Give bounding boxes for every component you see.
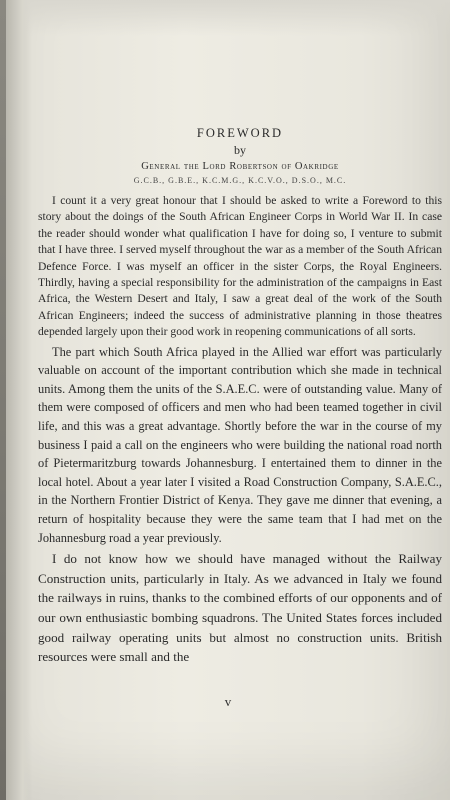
book-page bbox=[6, 0, 450, 800]
foreword-heading: FOREWORD bbox=[196, 126, 284, 140]
book-spine-shadow bbox=[6, 0, 30, 800]
author-name: General the Lord Robertson of Oakridge bbox=[141, 161, 339, 172]
page-number: v bbox=[224, 694, 232, 709]
page-top-shadow bbox=[6, 0, 450, 36]
paragraph-2: The part which South Africa played in the Allied war effort was particularly valuable on account of the important contribution which she made in technical units. Among them the units of the S.A.E.C. were of outstanding value. Many of them were composed of officers and men who had been teamed together in civil life, and this was a great advantage. Shortly before the war in the course of my business I paid a call on the engineers who were building the national road north of Pietermaritzburg towards Johannesburg. I entertained them to dinner in the local hotel. About a year later I visited a Road Construction Company, S.A.E.C., in the Northern Frontier District of Kenya. They gave me dinner that evening, a return of hospitality because they were the same team that I had met on the Johannesburg road a year previously. bbox=[38, 344, 442, 545]
author-honours: G.C.B., G.B.E., K.C.M.G., K.C.V.O., D.S.O., M.C. bbox=[133, 176, 347, 185]
paragraph-1: I count it a very great honour that I should be asked to write a Foreword to this story about the doings of the South African Engineer Corps in World War II. In case the reader should wonder what qualification I have for doing so, I venture to submit that I have three. I served myself throughout the war as a member of the South African Defence Force. I was myself an officer in the sister Corps, the Royal Engineers. Thirdly, having a special responsibility for the administration of the campaigns in East Africa, the Western Desert and Italy, I saw a great deal of the work of the South African Engineers; indeed the success of administrative planning in those theatres depended largely upon their good work in reopening communications of all sorts. bbox=[38, 194, 442, 339]
foreword-content bbox=[38, 124, 442, 667]
byline-by: by bbox=[234, 143, 246, 157]
paragraph-3: I do not know how we should have managed without the Railway Construction units, particularly in Italy. As we advanced in Italy we found the railways in ruins, thanks to the combined efforts of our opponents and of our own enthusiastic bombing squadrons. The United States forces included good railway operating units but almost no construction units. British resources were small and the bbox=[38, 551, 442, 665]
